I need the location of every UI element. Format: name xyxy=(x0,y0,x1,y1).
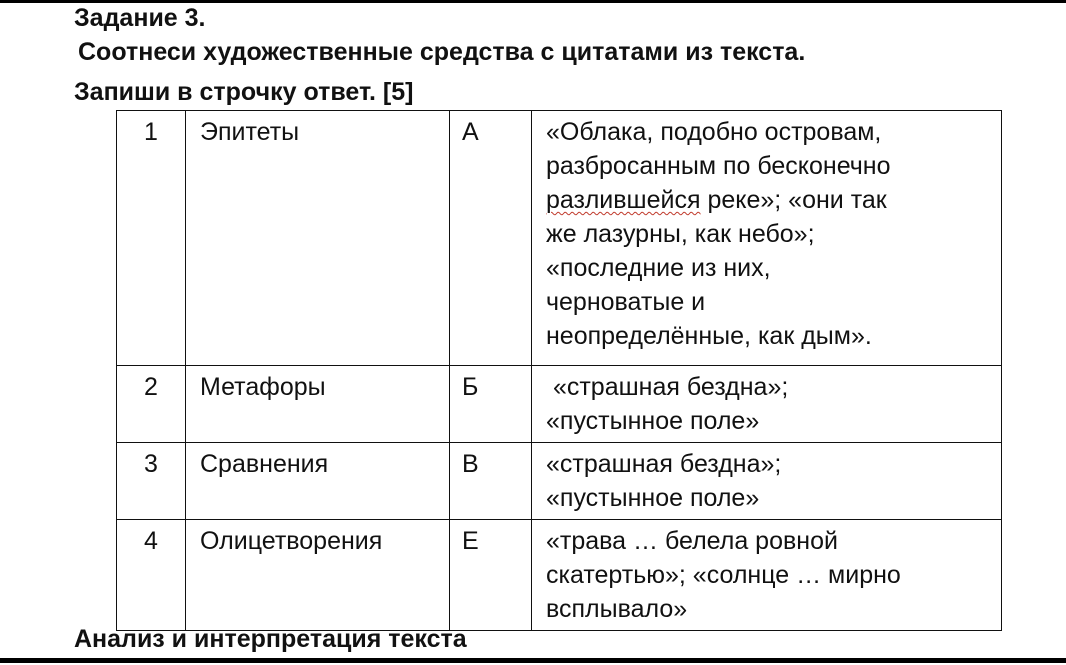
device-term: Эпитеты xyxy=(186,111,450,366)
quote-letter: Е xyxy=(450,520,532,631)
table-row xyxy=(117,111,1002,366)
device-term: Метафоры xyxy=(186,366,450,443)
quote-cell xyxy=(532,520,1002,631)
quote-line xyxy=(546,183,1001,217)
quote-letter: А xyxy=(450,111,532,366)
quote-line: «страшная бездна»; xyxy=(546,450,782,478)
quote-line: «страшная бездна»; xyxy=(546,373,789,401)
device-term: Сравнения xyxy=(186,443,450,520)
quote-letter: В xyxy=(450,443,532,520)
answer-prompt: Запиши в строчку ответ. [5] xyxy=(74,78,414,106)
quote-line: же лазурны, как небо»; xyxy=(546,220,815,248)
section-heading: Анализ и интерпретация текста xyxy=(74,625,467,653)
table-row xyxy=(117,443,1002,520)
spellcheck-word: разлившейся xyxy=(546,186,701,214)
quote-line: «пустынное поле» xyxy=(546,407,760,435)
quote-line: «пустынное поле» xyxy=(546,484,760,512)
quote-line: «трава … белела ровной xyxy=(546,527,838,555)
top-divider xyxy=(0,0,1066,3)
quote-line: «Облака, подобно островам, xyxy=(546,118,882,146)
table-row xyxy=(117,520,1002,631)
row-number: 1 xyxy=(117,111,186,366)
quote-cell xyxy=(532,366,1002,443)
quote-line: скатертью»; «солнце … мирно xyxy=(546,561,901,589)
quote-cell xyxy=(532,111,1002,366)
row-number: 2 xyxy=(117,366,186,443)
quote-cell xyxy=(532,443,1002,520)
quote-line-rest: реке»; «они так xyxy=(700,186,887,214)
row-number: 4 xyxy=(117,520,186,631)
quote-line: разбросанным по бесконечно xyxy=(546,152,891,180)
row-number: 3 xyxy=(117,443,186,520)
quote-line: черноватые и xyxy=(546,288,706,316)
device-term: Олицетворения xyxy=(186,520,450,631)
quote-line: неопределённые, как дым». xyxy=(546,322,872,350)
task-title: Задание 3. xyxy=(74,4,206,32)
bottom-divider xyxy=(0,658,1066,663)
task-instruction: Соотнеси художественные средства с цитатами из текста. xyxy=(78,38,806,66)
quote-line: «последние из них, xyxy=(546,254,771,282)
quote-line: всплывало» xyxy=(546,595,688,623)
matching-table xyxy=(116,110,1002,631)
quote-letter: Б xyxy=(450,366,532,443)
table-row xyxy=(117,366,1002,443)
